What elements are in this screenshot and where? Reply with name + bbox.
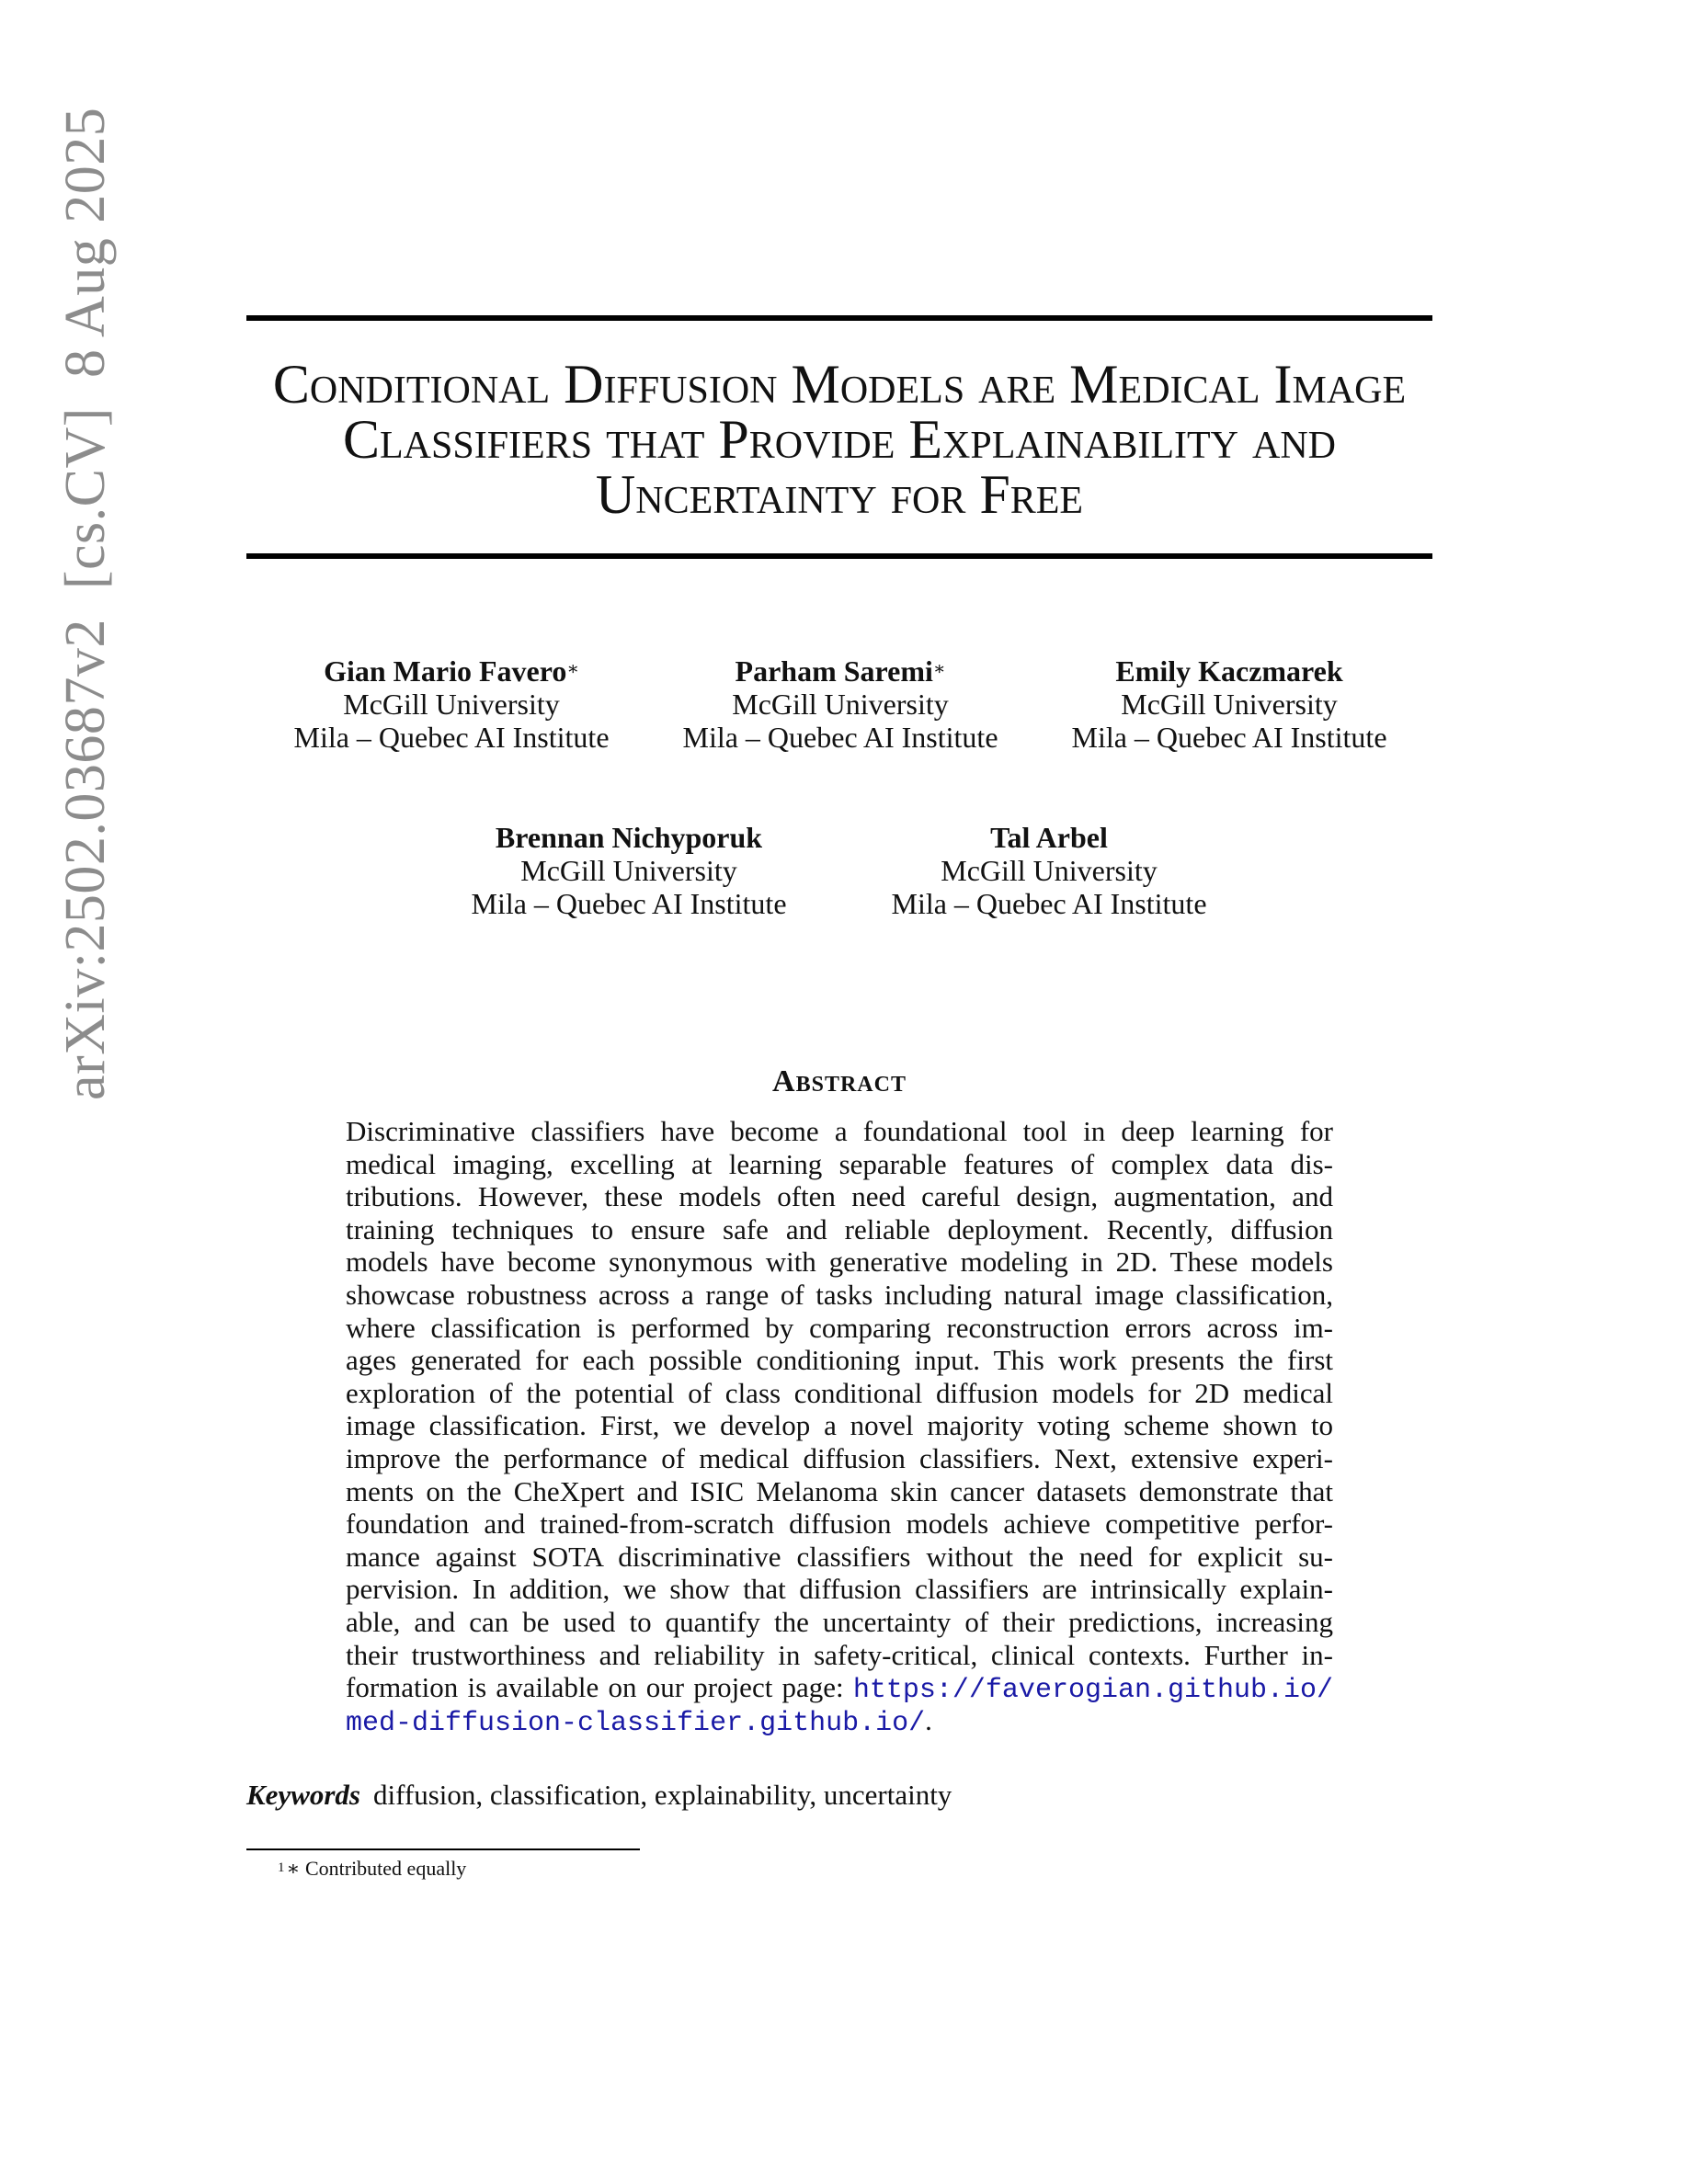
abstract-line: able, and can be used to quantify the uncertainty of their predictions, increasing xyxy=(346,1605,1333,1638)
author-affiliation: McGill University xyxy=(343,688,560,721)
author-name: Parham Saremi∗ xyxy=(735,654,946,688)
abstract-line: their trustworthiness and reliability in safety-critical, clinical contexts. Further in- xyxy=(346,1638,1333,1671)
abstract-line: Discriminative classifiers have become a foundational tool in deep learning for xyxy=(346,1115,1333,1147)
abstract-line: where classification is performed by comparing reconstruction errors across im- xyxy=(346,1311,1333,1344)
project-page-link[interactable]: https://faverogian.github.io/ xyxy=(852,1675,1333,1707)
keywords-list: diffusion, classification, explainability, uncertainty xyxy=(373,1779,952,1811)
equal-contribution-mark: ∗ xyxy=(932,659,946,679)
abstract-line: improve the performance of medical diffusion classifiers. Next, extensive experi- xyxy=(346,1441,1333,1474)
author-affiliation: Mila – Quebec AI Institute xyxy=(293,721,610,754)
abstract-body xyxy=(346,1115,1333,1739)
abstract-heading: Abstract xyxy=(772,1064,907,1098)
abstract-line: image classification. First, we develop a novel majority voting scheme shown to xyxy=(346,1409,1333,1442)
author-affiliation: McGill University xyxy=(520,854,737,887)
author-block xyxy=(647,654,1033,754)
title-line-3: Uncertainty for Free xyxy=(595,464,1084,525)
arxiv-identifier-stamp: arXiv:2502.03687v2 [cs.CV] 8 Aug 2025 xyxy=(54,107,117,1100)
keywords-label: Keywords xyxy=(246,1779,360,1811)
keywords xyxy=(246,1779,952,1812)
abstract-line: foundation and trained-from-scratch diffusion models achieve competitive perfor- xyxy=(346,1507,1333,1541)
footnote-marker: 1 xyxy=(278,1860,285,1875)
author-affiliation: Mila – Quebec AI Institute xyxy=(471,887,787,920)
abstract-line: showcase robustness across a range of tasks including natural image classification, xyxy=(346,1278,1333,1311)
paper-title xyxy=(246,354,1432,525)
author-name: Tal Arbel xyxy=(990,821,1108,854)
abstract-line: tributions. However, these models often need careful design, augmentation, and xyxy=(346,1180,1333,1213)
abstract-line: ages generated for each possible conditioning input. This work presents the first xyxy=(346,1344,1333,1377)
abstract-line-with-link xyxy=(346,1671,1333,1707)
abstract-end-period: . xyxy=(925,1703,932,1736)
author-name: Gian Mario Favero∗ xyxy=(324,654,579,688)
abstract-line: medical imaging, excelling at learning separable features of complex data dis- xyxy=(346,1147,1333,1180)
footnote xyxy=(278,1857,466,1881)
abstract-line: models have become synonymous with generative modeling in 2D. These models xyxy=(346,1246,1333,1279)
abstract-line: training techniques to ensure safe and reliable deployment. Recently, diffusion xyxy=(346,1212,1333,1246)
footnote-rule xyxy=(246,1848,640,1850)
author-affiliation: McGill University xyxy=(732,688,949,721)
author-block xyxy=(258,654,644,754)
equal-contribution-mark: ∗ xyxy=(566,659,579,679)
author-affiliation: McGill University xyxy=(1121,688,1338,721)
abstract-line-final xyxy=(346,1704,1333,1737)
title-line-2: Classifiers that Provide Explainability and xyxy=(342,409,1336,470)
title-bottom-rule xyxy=(246,553,1432,559)
footnote-text: ∗ Contributed equally xyxy=(286,1857,467,1880)
author-name: Emily Kaczmarek xyxy=(1115,654,1343,688)
author-block xyxy=(856,821,1242,920)
title-line-1: Conditional Diffusion Models are Medical Image xyxy=(272,354,1407,415)
author-name: Brennan Nichyporuk xyxy=(495,821,763,854)
abstract-line: pervision. In addition, we show that diffusion classifiers are intrinsically explain- xyxy=(346,1573,1333,1606)
author-block xyxy=(436,821,822,920)
author-affiliation: Mila – Quebec AI Institute xyxy=(682,721,998,754)
project-page-link-continued[interactable]: med-diffusion-classifier.github.io/ xyxy=(346,1707,926,1739)
abstract-line: exploration of the potential of class conditional diffusion models for 2D medical xyxy=(346,1376,1333,1409)
author-affiliation: McGill University xyxy=(941,854,1158,887)
author-affiliation: Mila – Quebec AI Institute xyxy=(891,887,1207,920)
title-top-rule xyxy=(246,315,1432,321)
abstract-line: mance against SOTA discriminative classifiers without the need for explicit su- xyxy=(346,1540,1333,1573)
author-block xyxy=(1036,654,1422,754)
abstract-link-intro: formation is available on our project page: xyxy=(346,1671,844,1704)
author-affiliation: Mila – Quebec AI Institute xyxy=(1071,721,1387,754)
abstract-line: ments on the CheXpert and ISIC Melanoma skin cancer datasets demonstrate that xyxy=(346,1474,1333,1507)
